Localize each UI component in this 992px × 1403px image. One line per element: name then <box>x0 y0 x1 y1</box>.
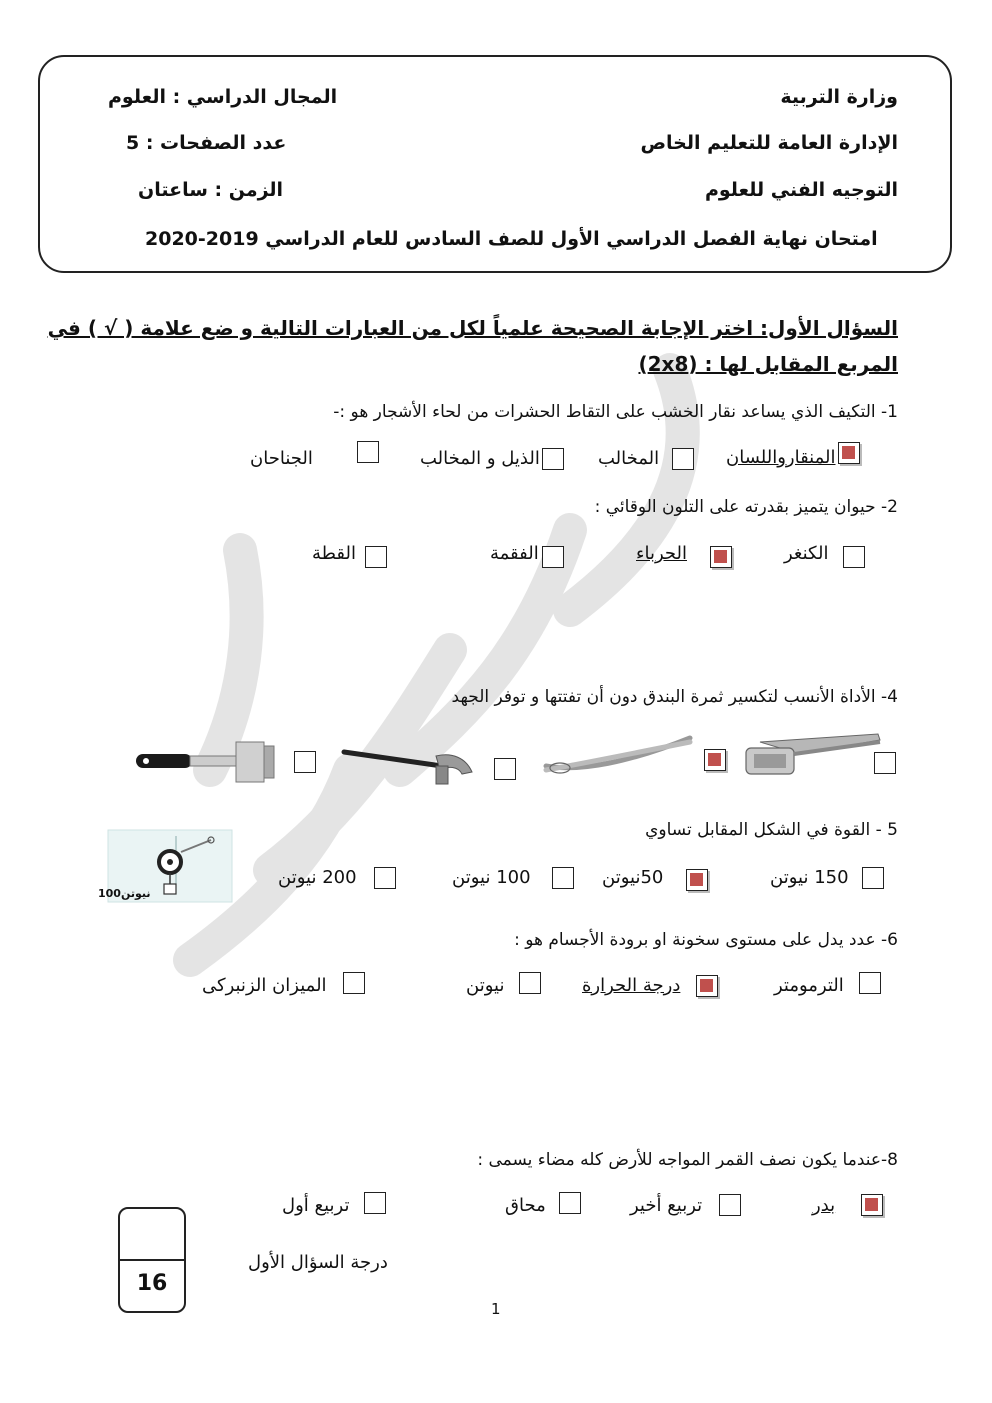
item-8-option-2: تربيع أخير <box>630 1195 703 1216</box>
item-6-checkbox-3[interactable] <box>519 972 541 994</box>
page-number: 1 <box>491 1300 501 1318</box>
item-5-option-4: 200 نيوتن <box>278 867 357 888</box>
item-4-checkbox-4[interactable] <box>294 751 316 773</box>
item-8-option-1: بدر <box>812 1195 836 1216</box>
ministry-name: وزارة التربية <box>780 86 898 108</box>
item-1-option-2: المخالب <box>598 448 660 469</box>
department-name: الإدارة العامة للتعليم الخاص <box>640 132 898 154</box>
score-label: درجة السؤال الأول <box>248 1252 388 1273</box>
question-title-line2: المربع المقابل لها : (2x8) <box>638 352 898 376</box>
score-value: 16 <box>136 1271 168 1296</box>
pulley-figure-label: 100نيوتن <box>98 887 151 900</box>
item-1-option-3: الذيل و المخالب <box>420 448 540 469</box>
item-5-option-3: 100 نيوتن <box>452 867 531 888</box>
score-divider <box>120 1259 184 1261</box>
item-1-option-4: الجناحان <box>250 448 313 469</box>
item-1-option-1: المنقارواللسان <box>726 447 836 468</box>
item-4-checkbox-2[interactable] <box>704 749 726 771</box>
item-5-checkbox-1[interactable] <box>862 867 884 889</box>
subject-label: المجال الدراسي : العلوم <box>108 86 338 108</box>
supervision-name: التوجيه الفني للعلوم <box>704 179 898 201</box>
item-6-option-2: درجة الحرارة <box>582 975 681 996</box>
item-5-text: 5 - القوة في الشكل المقابل تساوي <box>645 820 898 840</box>
item-6-option-3: نيوتن <box>466 975 505 996</box>
item-5-checkbox-2[interactable] <box>686 869 708 891</box>
item-6-option-1: الترمومتر <box>774 975 844 996</box>
item-1-checkbox-1[interactable] <box>838 442 860 464</box>
item-1-text: 1- التكيف الذي يساعد نقار الخشب على التقاط الحشرات من لحاء الأشجار هو :- <box>333 402 898 422</box>
item-2-checkbox-1[interactable] <box>843 546 865 568</box>
item-8-option-3: محاق <box>505 1195 546 1216</box>
item-2-option-1: الكنغر <box>784 543 829 564</box>
item-2-text: 2- حيوان يتميز بقدرته على التلون الوقائي : <box>594 497 898 517</box>
item-5-option-1: 150 نيوتن <box>770 867 849 888</box>
item-5-checkbox-4[interactable] <box>374 867 396 889</box>
item-6-checkbox-4[interactable] <box>343 972 365 994</box>
time-label: الزمن : ساعتان <box>138 179 284 201</box>
item-2-option-2: الحرباء <box>636 543 687 564</box>
item-8-checkbox-3[interactable] <box>559 1192 581 1214</box>
item-2-checkbox-4[interactable] <box>365 546 387 568</box>
question-title-line1: السؤال الأول: اختر الإجابة الصحيحة علمياً لكل من العبارات التالية و ضع علامة ( √ ) في <box>47 316 898 340</box>
item-2-checkbox-2[interactable] <box>710 546 732 568</box>
item-5-option-2: 50نيوتن <box>602 867 664 888</box>
item-4-checkbox-3[interactable] <box>494 758 516 780</box>
item-8-checkbox-1[interactable] <box>861 1194 883 1216</box>
nutcracker-image <box>540 732 700 778</box>
item-4-text: 4- الأداة الأنسب لتكسير ثمرة البندق دون أن تفتتها و توفر الجهد <box>451 687 898 707</box>
item-1-checkbox-2[interactable] <box>672 448 694 470</box>
score-box <box>118 1207 186 1313</box>
item-1-checkbox-3[interactable] <box>542 448 564 470</box>
item-1-checkbox-4[interactable] <box>357 441 379 463</box>
item-6-text: 6- عدد يدل على مستوى سخونة او برودة الأجسام هو : <box>514 930 898 950</box>
pages-label: عدد الصفحات : 5 <box>126 132 287 154</box>
item-6-option-4: الميزان الزنبركى <box>202 975 327 996</box>
item-6-checkbox-1[interactable] <box>859 972 881 994</box>
meat-mallet-image <box>132 734 282 790</box>
item-5-checkbox-3[interactable] <box>552 867 574 889</box>
item-8-text: 8-عندما يكون نصف القمر المواجه للأرض كله مضاء يسمى : <box>477 1150 898 1170</box>
item-2-option-4: القطة <box>312 543 357 564</box>
item-8-checkbox-4[interactable] <box>364 1192 386 1214</box>
item-6-checkbox-2[interactable] <box>696 975 718 997</box>
item-2-checkbox-3[interactable] <box>542 546 564 568</box>
garlic-press-image <box>740 730 890 782</box>
exam-title: امتحان نهاية الفصل الدراسي الأول للصف السادس للعام الدراسي 2019-2020 <box>145 228 878 250</box>
item-8-option-4: تربيع أول <box>282 1195 350 1216</box>
claw-hammer-image <box>340 744 480 788</box>
item-8-checkbox-2[interactable] <box>719 1194 741 1216</box>
item-2-option-3: الفقمة <box>490 543 539 564</box>
